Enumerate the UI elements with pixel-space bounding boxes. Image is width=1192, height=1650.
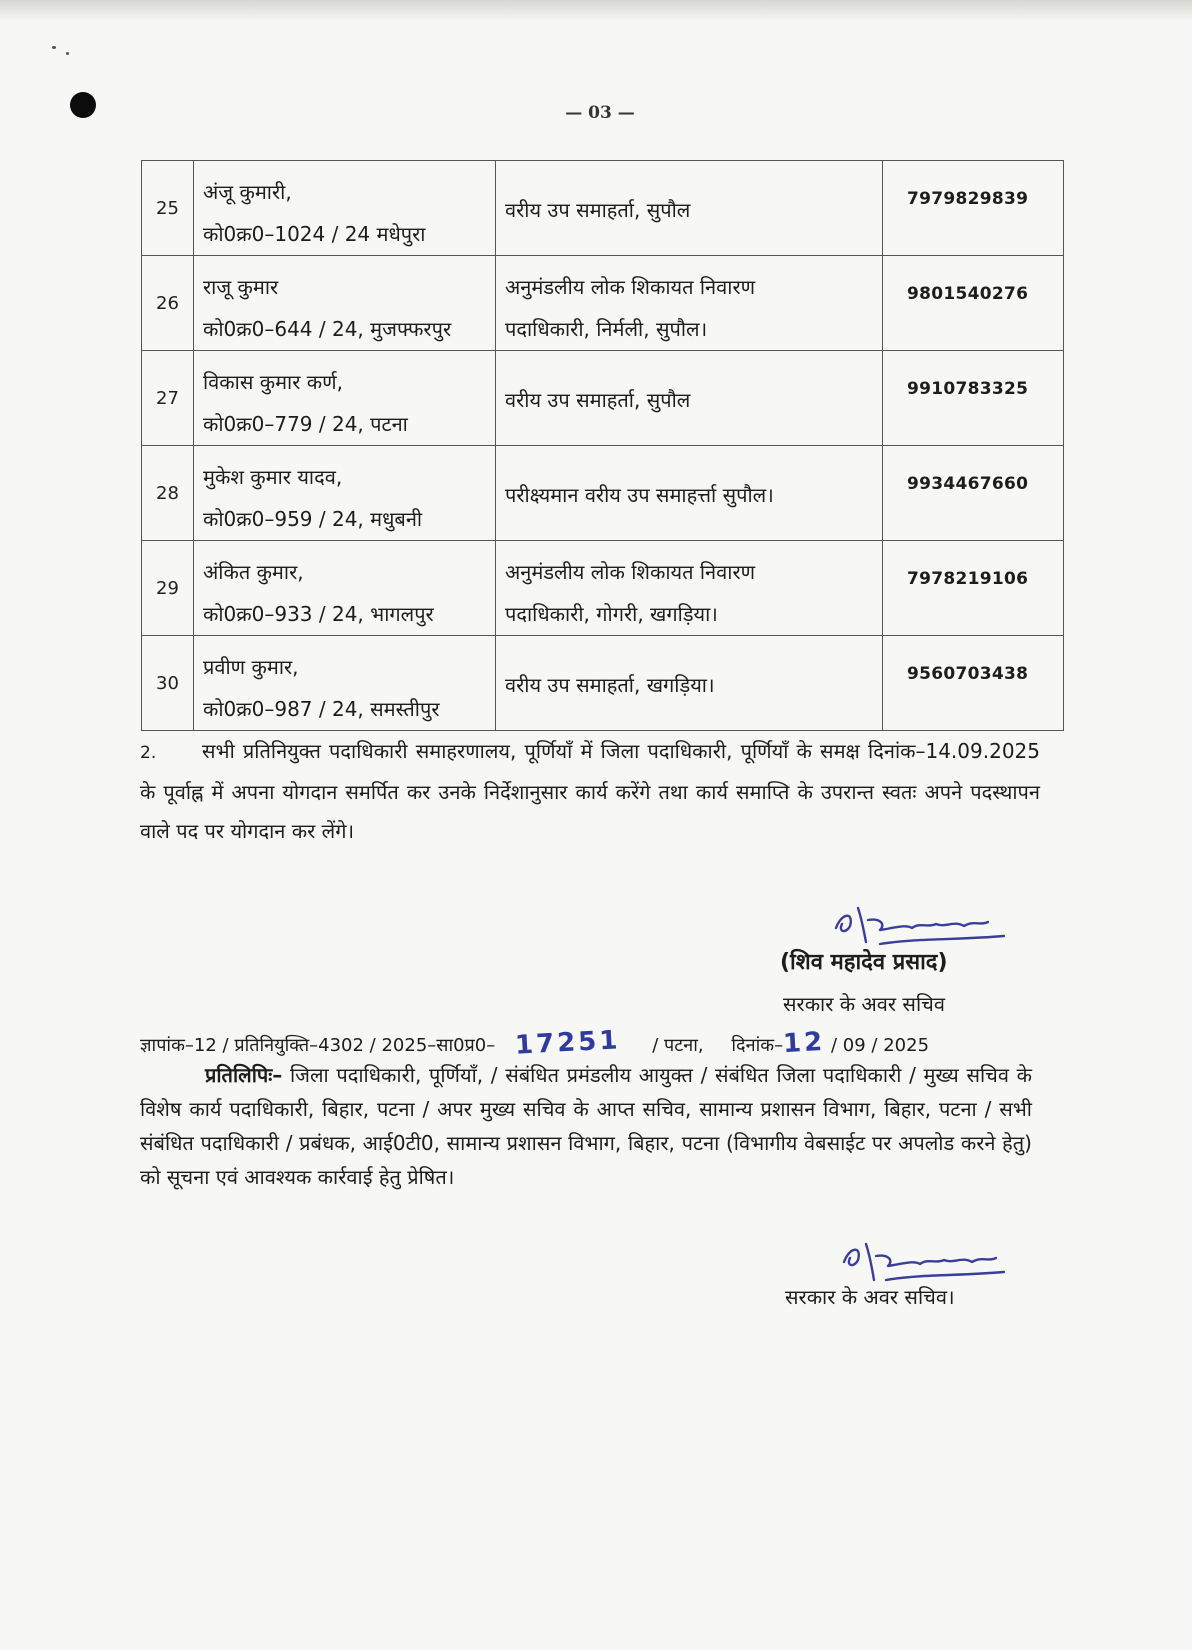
serial-number: 28 — [142, 446, 194, 541]
officer-name: विकास कुमार कर्ण, — [203, 370, 343, 394]
table-row — [142, 256, 1064, 351]
serial-number: 30 — [142, 636, 194, 731]
posting-cell — [496, 351, 883, 446]
memo-date-rest: / 09 / 2025 — [831, 1035, 930, 1056]
posting-line: वरीय उप समाहर्ता, खगड़िया। — [505, 673, 715, 697]
officer-reference: को0क्र0–959 / 24, मधुबनी — [203, 507, 423, 531]
scan-speck — [52, 46, 56, 49]
memo-prefix: ज्ञापांक–12 / प्रतिनियुक्ति–4302 / 2025–सा0प्र0– — [140, 1035, 496, 1056]
signatory-designation: सरकार के अवर सचिव — [783, 992, 945, 1016]
mobile-number: 7978219106 — [883, 541, 1064, 636]
scan-edge-shadow — [0, 0, 1192, 22]
posting-line: पदाधिकारी, निर्मली, सुपौल। — [505, 317, 708, 341]
posting-cell — [496, 636, 883, 731]
signatory-name: (शिव महादेव प्रसाद) — [780, 950, 948, 975]
page-number: — 03 — — [565, 103, 635, 123]
table-row — [142, 541, 1064, 636]
officer-name-cell — [194, 256, 496, 351]
officer-name-cell — [194, 161, 496, 256]
paragraph-number: 2. — [140, 743, 157, 763]
copy-to-paragraph — [140, 1058, 1032, 1194]
serial-number: 25 — [142, 161, 194, 256]
posting-cell — [496, 256, 883, 351]
table-row — [142, 446, 1064, 541]
officer-name-cell — [194, 541, 496, 636]
officer-name-cell — [194, 636, 496, 731]
scan-speck — [66, 52, 69, 55]
posting-cell — [496, 161, 883, 256]
officer-name: प्रवीण कुमार, — [203, 655, 299, 679]
posting-line: अनुमंडलीय लोक शिकायत निवारण — [505, 275, 756, 299]
table-row — [142, 161, 1064, 256]
serial-number: 29 — [142, 541, 194, 636]
officer-name: अंकित कुमार, — [203, 560, 304, 584]
copy-text: जिला पदाधिकारी, पूर्णियाँ, / संबंधित प्रमंडलीय आयुक्त / संबंधित जिला पदाधिकारी / मुख्य सचिव के विशेष कार्य पदाधिकारी, बिहार, पटना / अपर मुख्य सचिव के आप्त सचिव, सामान्य प्रशासन विभाग, बिहार, पटना / सभी संबंधित पदाधिकारी / प्रबंधक, आई0टी0, सामान्य प्रशासन विभाग, बिहार, पटना (विभागीय वेबसाईट पर अपलोड करने हेतु) को सूचना एवं आवश्यक कार्रवाई हेतु प्रेषित। — [140, 1063, 1033, 1189]
signatory-designation-2: सरकार के अवर सचिव। — [785, 1285, 955, 1309]
posting-line: पदाधिकारी, गोगरी, खगड़िया। — [505, 602, 718, 626]
memo-number-line — [140, 1025, 1040, 1061]
memo-date-day: 12 — [782, 1026, 827, 1060]
officer-name-cell — [194, 351, 496, 446]
memo-place: / पटना, — [652, 1035, 704, 1056]
posting-cell — [496, 541, 883, 636]
mobile-number: 7979829839 — [883, 161, 1064, 256]
officer-name-cell — [194, 446, 496, 541]
copy-label: प्रतिलिपिः– — [205, 1063, 283, 1087]
posting-line: अनुमंडलीय लोक शिकायत निवारण — [505, 560, 756, 584]
table-row — [142, 636, 1064, 731]
officer-reference: को0क्र0–933 / 24, भागलपुर — [203, 602, 434, 626]
posting-line: वरीय उप समाहर्ता, सुपौल — [505, 198, 691, 222]
posting-line: परीक्ष्यमान वरीय उप समाहर्त्ता सुपौल। — [505, 483, 774, 507]
serial-number: 26 — [142, 256, 194, 351]
memo-date-label: दिनांक– — [731, 1035, 784, 1056]
posting-line: वरीय उप समाहर्ता, सुपौल — [505, 388, 691, 412]
officer-reference: को0क्र0–644 / 24, मुजफ्फरपुर — [203, 317, 452, 341]
mobile-number: 9934467660 — [883, 446, 1064, 541]
memo-number: 17251 — [514, 1025, 622, 1061]
paragraph-text: सभी प्रतिनियुक्त पदाधिकारी समाहरणालय, पूर्णियाँ में जिला पदाधिकारी, पूर्णियाँ के समक्ष दिनांक–14.09.2025 के पूर्वाह्न में अपना योगदान समर्पित कर उनके निर्देशानुसार कार्य करेंगे तथा कार्य समाप्ति के उपरान्त स्वतः अपने पदस्थापन वाले पद पर योगदान कर लेंगे। — [140, 739, 1040, 843]
serial-number: 27 — [142, 351, 194, 446]
officer-name: मुकेश कुमार यादव, — [203, 465, 343, 489]
officer-reference: को0क्र0–1024 / 24 मधेपुरा — [203, 222, 426, 246]
paragraph-2 — [140, 732, 1040, 851]
posting-cell — [496, 446, 883, 541]
punch-hole — [70, 92, 96, 118]
officer-reference: को0क्र0–987 / 24, समस्तीपुर — [203, 697, 440, 721]
mobile-number: 9910783325 — [883, 351, 1064, 446]
officer-reference: को0क्र0–779 / 24, पटना — [203, 412, 408, 436]
table-row — [142, 351, 1064, 446]
mobile-number: 9801540276 — [883, 256, 1064, 351]
mobile-number: 9560703438 — [883, 636, 1064, 731]
officers-table — [141, 160, 1064, 731]
officer-name: राजू कुमार — [203, 275, 279, 299]
officer-name: अंजू कुमारी, — [203, 180, 292, 204]
